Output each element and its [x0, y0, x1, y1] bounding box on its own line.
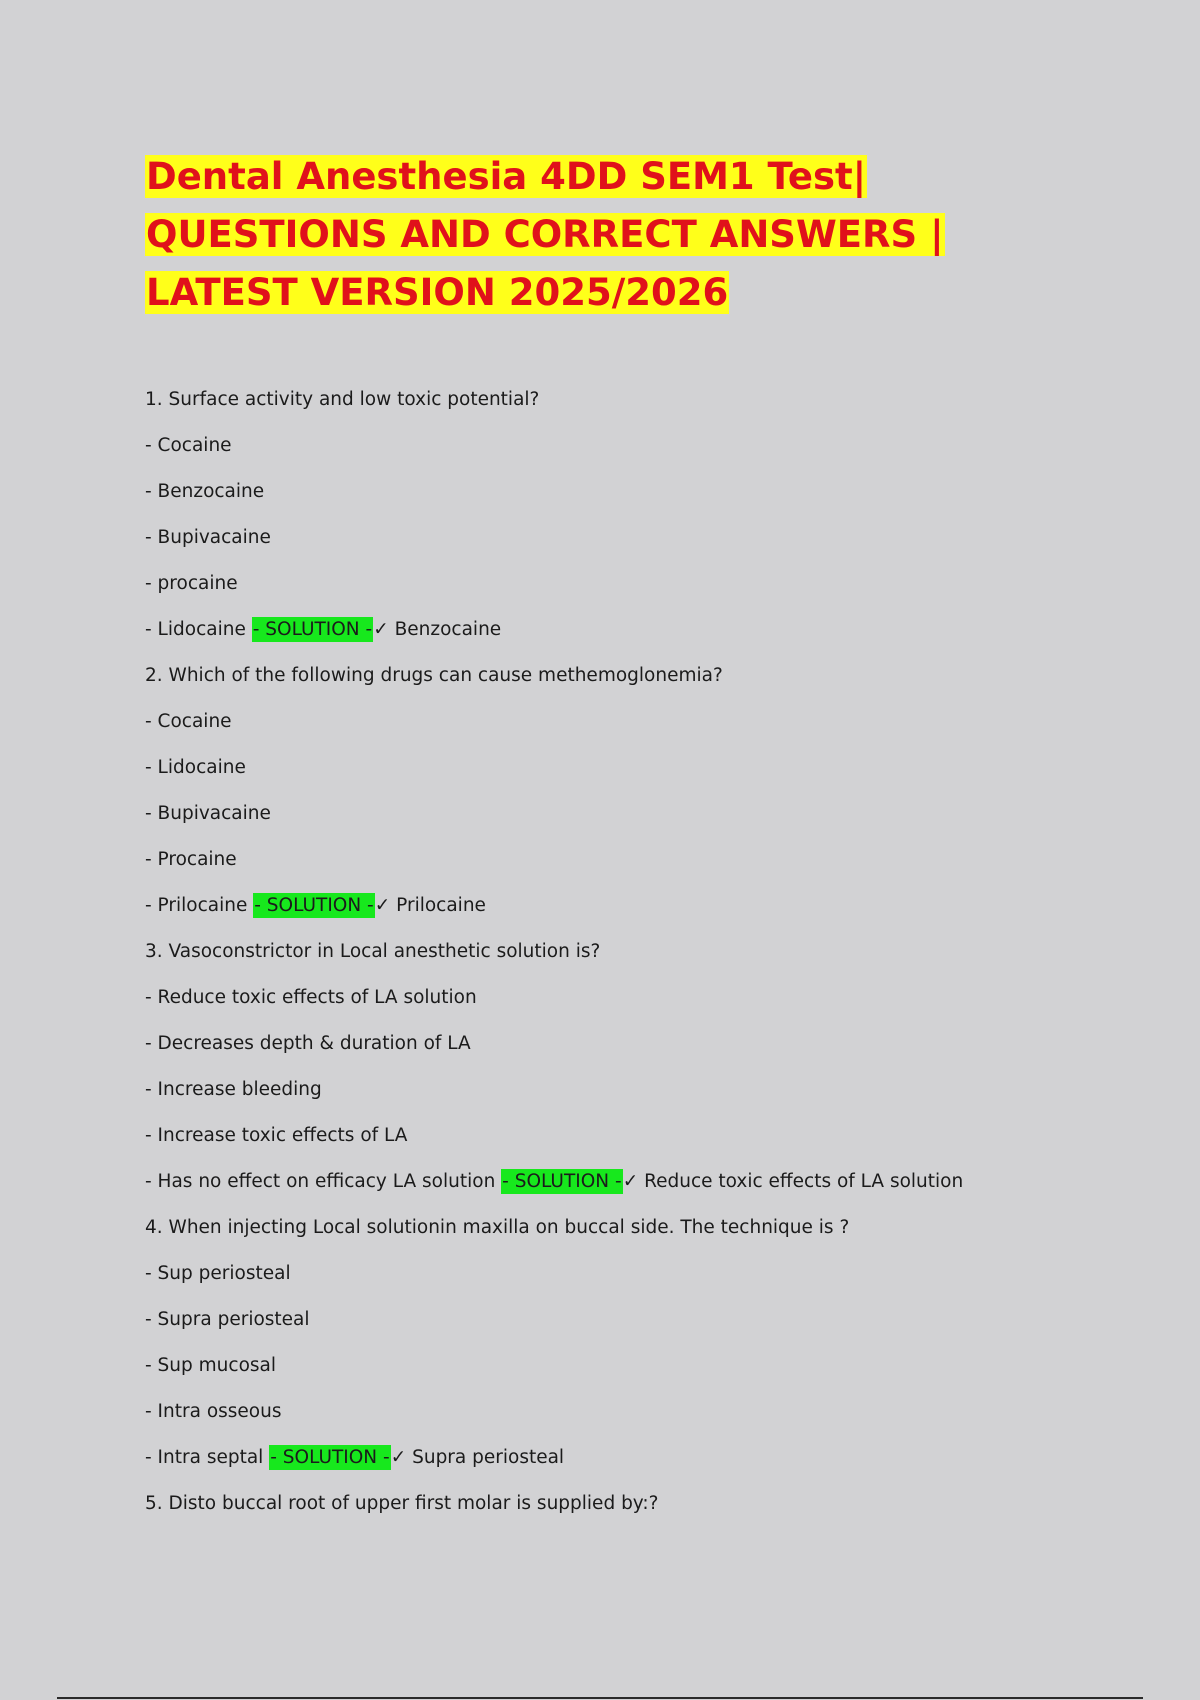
- option-line: [145, 975, 1125, 1021]
- solution-highlight: - SOLUTION -: [502, 1171, 622, 1192]
- correct-answer: ✓ Prilocaine: [374, 895, 486, 916]
- option-line: [145, 1343, 1125, 1389]
- line-text: - Intra septal: [145, 1447, 270, 1468]
- option-line: [145, 1251, 1125, 1297]
- line-text: - Intra osseous: [145, 1401, 282, 1422]
- line-text: - Bupivacaine: [145, 527, 271, 548]
- question-line: [145, 1481, 1125, 1527]
- correct-answer: ✓ Benzocaine: [373, 619, 502, 640]
- option-line: [145, 837, 1125, 883]
- option-line: [145, 1021, 1125, 1067]
- solution-highlight: - SOLUTION -: [252, 619, 373, 640]
- line-text: - procaine: [145, 573, 238, 594]
- option-line: [145, 745, 1125, 791]
- correct-answer: ✓ Supra periosteal: [390, 1447, 565, 1468]
- option-line: [145, 699, 1125, 745]
- option-line: [145, 423, 1125, 469]
- question-line: [145, 929, 1125, 975]
- line-text: - Sup periosteal: [145, 1263, 291, 1284]
- answer-line: [145, 883, 1125, 929]
- line-text: - Supra periosteal: [145, 1309, 310, 1330]
- line-text: 2. Which of the following drugs can cause methemoglonemia?: [145, 665, 723, 686]
- line-text: - Has no effect on efficacy LA solution: [145, 1171, 502, 1192]
- line-text: - Procaine: [145, 849, 237, 870]
- solution-highlight: - SOLUTION -: [254, 895, 374, 916]
- line-text: - Lidocaine: [145, 757, 246, 778]
- document-title: [145, 148, 1045, 322]
- answer-line: [145, 607, 1125, 653]
- line-text: - Cocaine: [145, 435, 232, 456]
- line-text: - Lidocaine: [145, 619, 252, 640]
- line-text: 1. Surface activity and low toxic potential?: [145, 389, 540, 410]
- title-highlight: Dental Anesthesia 4DD SEM1 Test| QUESTIONS AND CORRECT ANSWERS | LATEST VERSION 2025/2026: [146, 155, 944, 314]
- line-text: - Decreases depth & duration of LA: [145, 1033, 471, 1054]
- line-text: - Increase bleeding: [145, 1079, 322, 1100]
- line-text: - Reduce toxic effects of LA solution: [145, 987, 477, 1008]
- line-text: 5. Disto buccal root of upper first molar is supplied by:?: [145, 1493, 659, 1514]
- question-line: [145, 1205, 1125, 1251]
- line-text: - Sup mucosal: [145, 1355, 276, 1376]
- line-text: - Increase toxic effects of LA: [145, 1125, 408, 1146]
- line-text: 3. Vasoconstrictor in Local anesthetic solution is?: [145, 941, 601, 962]
- correct-answer: ✓ Reduce toxic effects of LA solution: [622, 1171, 964, 1192]
- line-text: - Bupivacaine: [145, 803, 271, 824]
- line-text: - Cocaine: [145, 711, 232, 732]
- question-line: [145, 653, 1125, 699]
- option-line: [145, 515, 1125, 561]
- option-line: [145, 791, 1125, 837]
- option-line: [145, 469, 1125, 515]
- question-line: [145, 377, 1125, 423]
- answer-line: [145, 1159, 1125, 1205]
- question-list: [145, 377, 1125, 1527]
- line-text: - Prilocaine: [145, 895, 254, 916]
- option-line: [145, 1113, 1125, 1159]
- line-text: - Benzocaine: [145, 481, 265, 502]
- solution-highlight: - SOLUTION -: [270, 1447, 390, 1468]
- option-line: [145, 1389, 1125, 1435]
- footer-divider: [57, 1697, 1143, 1699]
- option-line: [145, 1067, 1125, 1113]
- option-line: [145, 561, 1125, 607]
- option-line: [145, 1297, 1125, 1343]
- answer-line: [145, 1435, 1125, 1481]
- line-text: 4. When injecting Local solutionin maxilla on buccal side. The technique is ?: [145, 1217, 850, 1238]
